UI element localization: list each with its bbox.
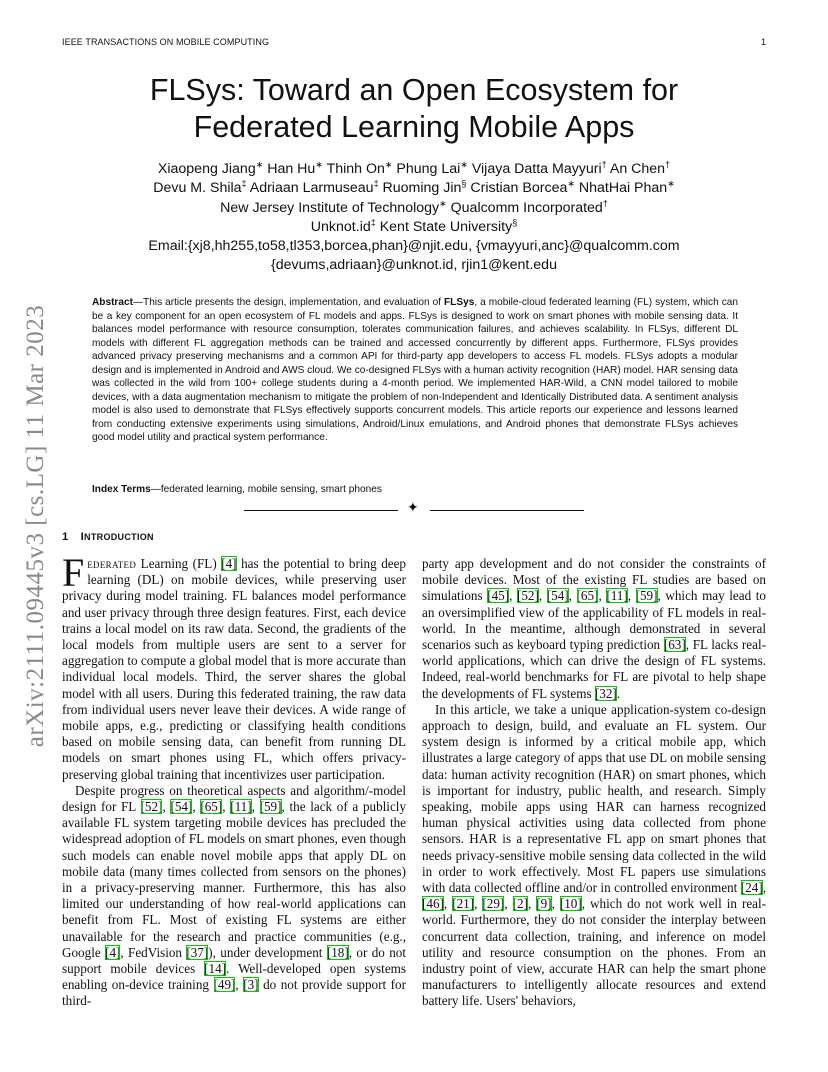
title-line-1: FLSys: Toward an Open Ecosystem for xyxy=(149,73,679,107)
citation-link[interactable]: [65] xyxy=(576,588,599,604)
diamond-star-icon: ✦ xyxy=(407,501,419,516)
title-line-2: Federated Learning Mobile Apps xyxy=(193,110,635,144)
abstract-text: —This article presents the design, implementation, and evaluation of xyxy=(132,297,445,308)
separator-line-right xyxy=(430,510,584,511)
citation-link[interactable]: [14] xyxy=(204,961,227,977)
right-column xyxy=(422,556,766,1010)
citation-link[interactable]: [3] xyxy=(243,977,259,993)
body-text: , xyxy=(162,799,171,815)
citation-link[interactable]: [59] xyxy=(635,588,658,604)
citation-link[interactable]: [46] xyxy=(422,896,444,912)
body-text: . Well-developed open systems enabling on-device training xyxy=(62,961,406,993)
index-terms xyxy=(92,483,738,497)
paragraph xyxy=(422,702,766,1010)
paragraph xyxy=(62,550,406,783)
author-name: Vijaya Datta Mayyuri xyxy=(471,161,602,177)
drop-cap: F xyxy=(62,550,85,595)
body-text: , xyxy=(235,977,244,993)
affiliation-line-2: Unknot.id‡ Kent State University§ xyxy=(310,217,518,235)
citation-link[interactable]: [4] xyxy=(221,556,237,571)
body-text: , xyxy=(474,896,483,912)
citation-link[interactable]: [54] xyxy=(170,799,193,815)
citation-link[interactable]: [49] xyxy=(213,977,236,993)
author-block xyxy=(62,160,766,276)
body-text: , which may lead to an oversimplified view of the applicability of FL models in real-world. In the meantime, although demonstrated in several scenarios such as keyboard typing prediction xyxy=(422,588,766,653)
body-text: , xyxy=(527,896,537,912)
author-line-1: Xiaopeng Jiang∗ Han Hu∗ Thinh On∗ Phung Lai∗ Vijaya Datta Mayyuri† An Chen† xyxy=(157,159,671,177)
body-text: , xyxy=(222,799,231,815)
body-text: , the lack of a publicly available FL system targeting mobile devices has precluded the widespread adoption of FL models on smart phones, even though such models can enable novel mobile apps that apply DL on mobile data (many times collected from sensors on the phones) in a privacy-preserving manner. Furthermore, this has also limited our understanding of how real-world applications can benefit from FL. Most of existing FL systems are either unavailable for the research and practice communities (e.g., Google xyxy=(62,799,407,960)
body-text: , xyxy=(192,799,201,815)
author-name: Devu M. Shila xyxy=(153,180,242,197)
body-text: , xyxy=(443,896,453,912)
section-heading xyxy=(62,531,154,543)
citation-link[interactable]: [10] xyxy=(559,896,582,912)
page-number: 1 xyxy=(760,37,766,47)
author-name: Phung Lai xyxy=(396,161,461,177)
abstract xyxy=(92,296,738,445)
body-text: , xyxy=(538,588,547,604)
author-name: Cristian Borcea xyxy=(470,180,568,197)
index-terms-label: Index Terms xyxy=(92,484,151,495)
author-name: Han Hu xyxy=(267,161,316,177)
body-text: , xyxy=(568,588,577,604)
section-title-rest: NTRODUCTION xyxy=(84,532,154,542)
body-text: In this article, we take a unique application-system co-design approach to design, build, and evaluate an FL system. Our system design is informed by a critical mobile app, which illustrates a large category of apps that use DL on mobile sensing data: human activity recognition (HAR) on smart phones, which is important for industry, public health, and research. Simply speaking, mobile apps using HAR can harness recognized human physical activities using data collected from phone sensors. HAR is a representative FL app on smart phones that needs privacy-sensitive mobile sensing data collected in the wild in order to work effectively. Most FL papers use simulations with data collected offline and/or in controlled environment xyxy=(422,701,766,896)
body-text: , which do not work well in real-world. Furthermore, they do not consider the interplay between concurrent data collection, training, and inference on model utility and resource consumption on the phones. From an industry point of view, accurate HAR can help the smart phone manufacturers to intelligently allocate resources and extend battery life. Users' behaviors, xyxy=(422,896,767,1009)
citation-link[interactable]: [32] xyxy=(594,685,617,701)
citation-link[interactable]: [45] xyxy=(487,588,510,604)
citation-link[interactable]: [52] xyxy=(516,588,539,604)
body-text: , xyxy=(251,799,260,815)
body-text: , xyxy=(509,588,517,604)
paragraph xyxy=(62,783,406,1010)
paper-title xyxy=(62,72,766,146)
citation-link[interactable]: [18] xyxy=(326,944,349,960)
citation-link[interactable]: [65] xyxy=(200,799,223,815)
body-text: Despite progress on theoretical aspects and algorithm/-model design for FL xyxy=(62,782,406,815)
abstract-label: Abstract xyxy=(92,297,133,308)
author-name: Ruoming Jin xyxy=(382,180,462,197)
body-text: , FL lacks real-world applications, which can drive the design of FL systems. Indeed, real-world benchmarks for FL are pivotal to help shape the developments of FL systems xyxy=(422,637,767,701)
citation-link[interactable]: [52] xyxy=(140,799,163,815)
affiliation: Kent State University xyxy=(379,218,513,235)
author-name: Xiaopeng Jiang xyxy=(157,161,256,177)
left-column xyxy=(62,550,407,1010)
body-text: , xyxy=(551,896,560,912)
affiliation: Qualcomm Incorporated xyxy=(450,199,603,216)
citation-link[interactable]: [24] xyxy=(740,880,763,896)
email-line-2: {devums,adriaan}@unknot.id, rjin1@kent.edu xyxy=(271,257,557,274)
body-text: , or do not support mobile devices xyxy=(62,944,406,977)
citation-link[interactable]: [4] xyxy=(105,944,121,960)
running-head: IEEE TRANSACTIONS ON MOBILE COMPUTING xyxy=(62,37,270,47)
separator-line-left xyxy=(244,510,398,511)
section-separator xyxy=(244,501,584,516)
citation-link[interactable]: [29] xyxy=(482,896,505,912)
author-name: An Chen xyxy=(609,161,666,177)
index-terms-text: —federated learning, mobile sensing, smart phones xyxy=(150,484,382,495)
body-text: has the potential to bring deep learning (DL) on mobile devices, while preserving user privacy during model training. FL balances model performance and user privacy through three design features. First, each device trains a local model on its raw data. Second, the gradients of the local models from multiple users are sent to a server for aggregation to compute a global model that is more accurate than individual local models. Third, the server shares the global model with all users. During this federated training, the raw data from individual users never leave their devices. A wide range of mobile apps, e.g., predicting or classifying health conditions based on mobile sensing data, can benefit from running DL models on smart phones using FL, which offers privacy-preserving global training that incentivizes user participation. xyxy=(62,556,406,782)
body-text: ), under development xyxy=(208,944,327,960)
body-text: , xyxy=(627,588,636,604)
body-text: , xyxy=(762,880,766,896)
body-text: , xyxy=(504,896,513,912)
body-text: do not provide support for third- xyxy=(62,977,406,1009)
citation-link[interactable]: [11] xyxy=(230,799,252,815)
body-text: , xyxy=(598,588,607,604)
body-text: party app development and do not consider the constraints of mobile devices. Most of the existing FL studies are based on simulations xyxy=(422,556,766,604)
citation-link[interactable]: [21] xyxy=(452,896,475,912)
citation-link[interactable]: [59] xyxy=(259,799,282,815)
author-line-2: Devu M. Shila‡ Adriaan Larmuseau‡ Ruoming Jin§ Cristian Borcea∗ NhatHai Phan∗ xyxy=(153,178,675,197)
author-name: Adriaan Larmuseau xyxy=(249,180,374,197)
author-name: Thinh On xyxy=(326,161,385,177)
citation-link[interactable]: [9] xyxy=(536,896,552,912)
author-name: NhatHai Phan xyxy=(578,180,668,197)
section-number: 1 xyxy=(62,531,69,543)
email-line-1: Email:{xj8,hh255,to58,tl353,borcea,phan}@njit.edu, {vmayyuri,anc}@qualcomm.com xyxy=(148,238,680,255)
body-text: . xyxy=(616,685,621,701)
citation-link[interactable]: [63] xyxy=(663,637,686,653)
citation-link[interactable]: [11] xyxy=(606,588,628,604)
affiliation: Unknot.id xyxy=(310,218,371,235)
body-text: Learning (FL) xyxy=(136,556,222,571)
affiliation-line-1: New Jersey Institute of Technology∗ Qualcomm Incorporated† xyxy=(220,197,608,216)
system-name: FLSys xyxy=(444,297,475,308)
citation-link[interactable]: [54] xyxy=(546,588,569,604)
section-title-initial: I xyxy=(80,531,85,543)
paragraph xyxy=(422,556,766,702)
body-text: , FedVision xyxy=(120,944,187,960)
citation-link[interactable]: [2] xyxy=(512,896,528,912)
abstract-text: , a mobile-cloud federated learning (FL) system, which can be a key component for an open ecosystem of FL models and apps. FLSys is designed to work on smart phones with mobile sensing data. It balances model performance with resource consumption, tolerates communication failures, and achieves scalability. In FLSys, different DL models with different FL aggregation methods can be trained and accessed concurrently by different apps. Furthermore, FLSys provides advanced privacy preserving mechanisms and a common API for third-party app developers to access FL models. FLSys adopts a modular design and is implemented in Android and AWS cloud. We co-designed FLSys with a human activity recognition (HAR) model. HAR sensing data was collected in the wild from 100+ college students during a 4-month period. We implemented HAR-Wild, a CNN model tailored to mobile devices, with a data augmentation mechanism to mitigate the problem of non-Independent and Identically Distributed data. A sentiment analysis model is also used to demonstrate that FLSys effectively supports concurrent models. This article reports our experience and lessons learned from conducting extensive experiments using simulations, Android/Linux emulations, and Android phones that demonstrate FLSys achieves good model utility and practical system performance. xyxy=(92,297,739,443)
arxiv-identifier-stamp[interactable]: arXiv:2111.09445v3 [cs.LG] 11 Mar 2023 xyxy=(22,304,49,748)
affiliation: New Jersey Institute of Technology xyxy=(220,199,440,216)
citation-link[interactable]: [37] xyxy=(186,944,209,960)
small-caps-text: ederated xyxy=(87,556,137,571)
